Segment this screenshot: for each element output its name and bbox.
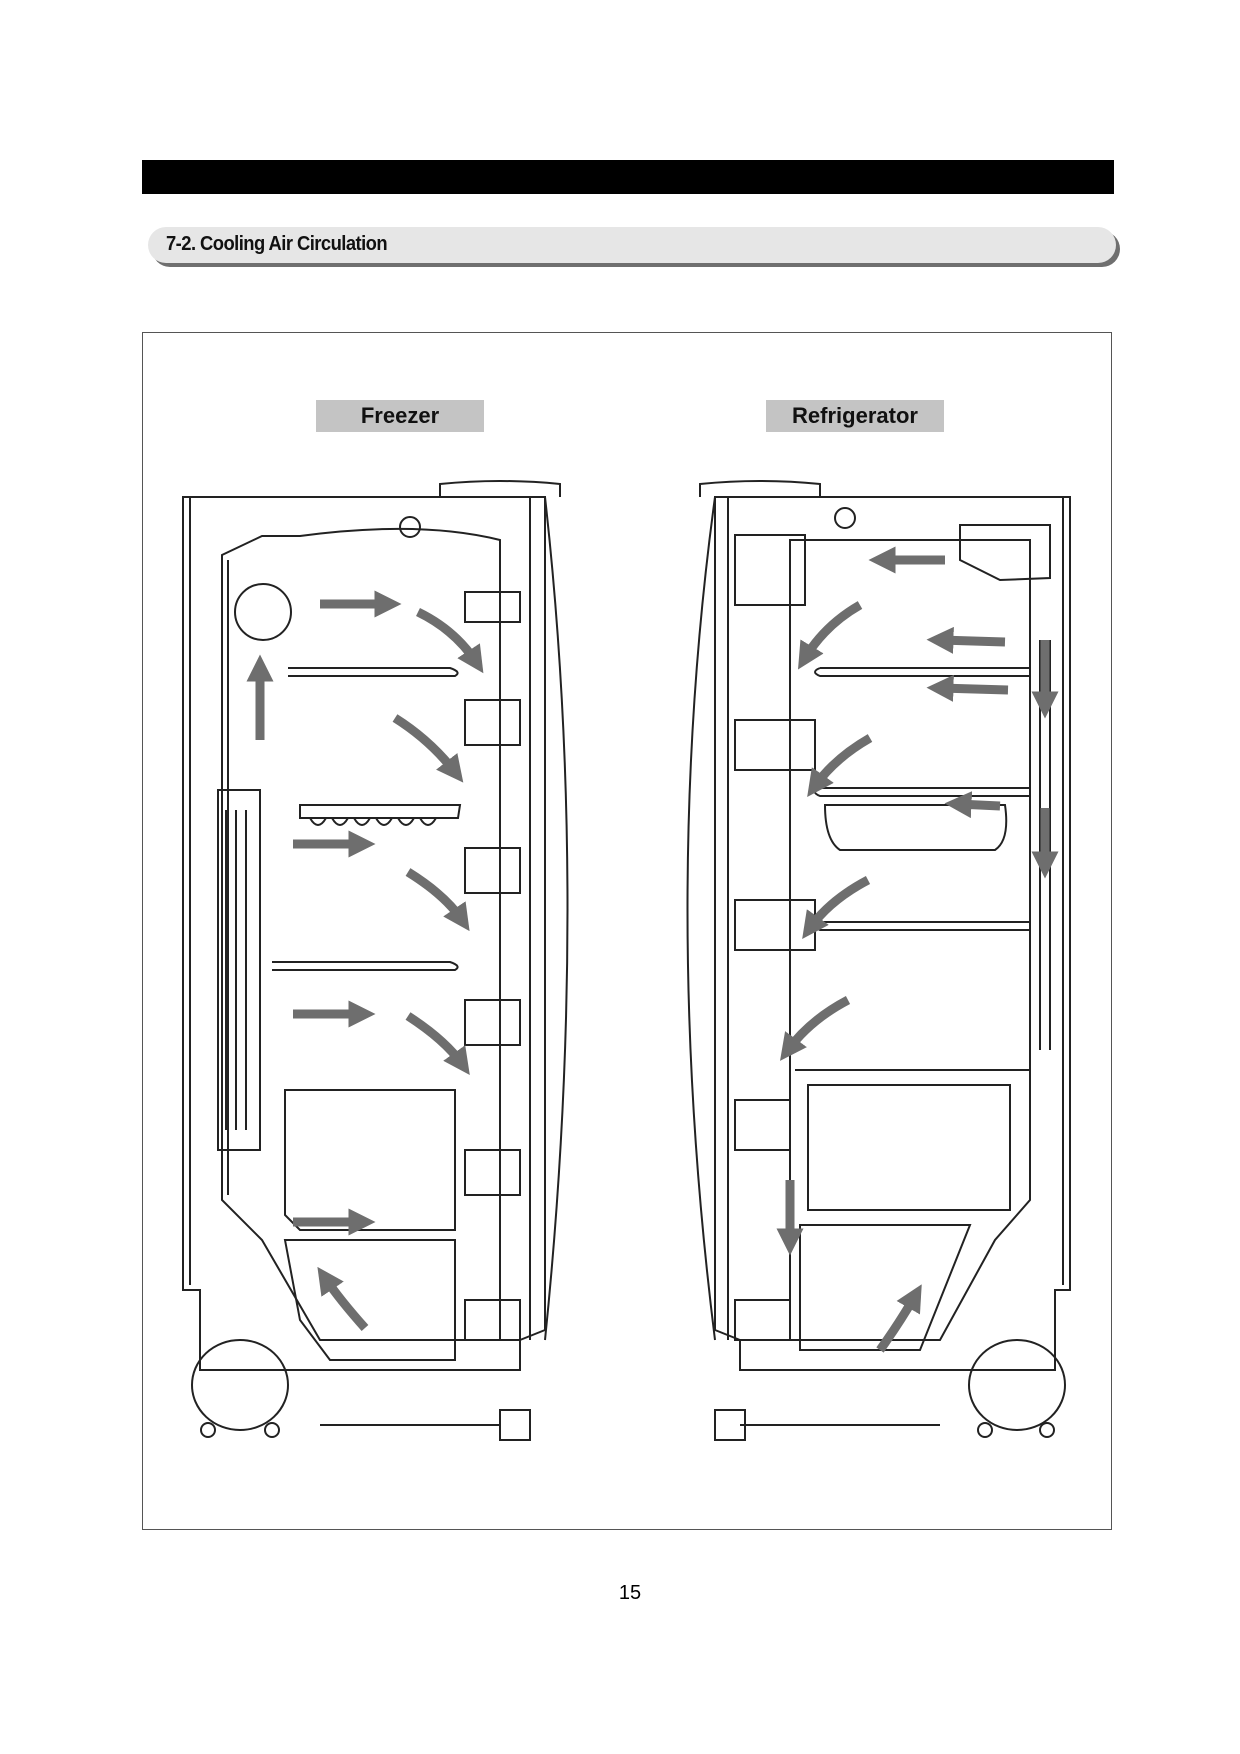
refrigerator-cabinet [688,481,1071,1440]
arrow-rf-4 [958,804,1000,806]
arrow-rf-7 [810,880,868,928]
arrow-fz-3 [395,718,455,772]
refrigerator-label: Refrigerator [766,400,944,432]
arrow-rf-5 [805,605,860,658]
arrow-rf-8 [788,1000,848,1050]
freezer-cabinet [183,481,568,1440]
arrow-fz-9 [325,1278,365,1328]
arrow-rf-12 [880,1296,915,1350]
arrow-fz-7 [408,1016,462,1064]
arrow-rf-6 [815,738,870,786]
arrow-fz-5 [408,872,462,920]
freezer-air-arrows [260,604,476,1328]
arrow-rf-2 [940,640,1005,642]
section-title: 7-2. Cooling Air Circulation [166,233,388,255]
arrow-rf-3 [940,688,1008,690]
arrow-fz-2 [418,612,476,662]
refrigerator-air-arrows [788,560,1045,1350]
page-number: 15 [618,1582,642,1604]
freezer-label: Freezer [316,400,484,432]
